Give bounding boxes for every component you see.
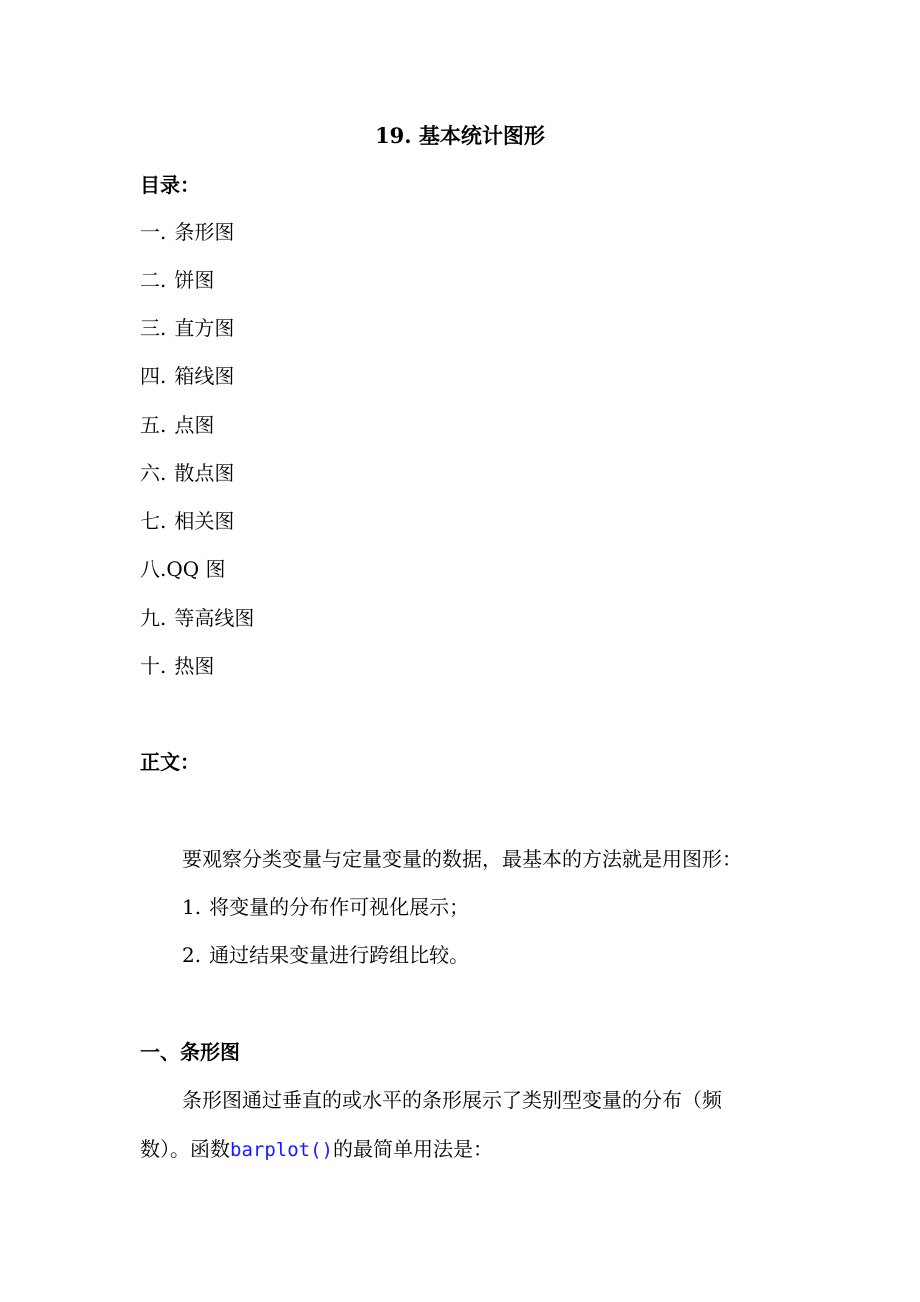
- toc-item: [140, 265, 214, 295]
- toc-item: [140, 361, 234, 391]
- toc-number: 六.: [140, 461, 167, 485]
- toc-item: [140, 458, 234, 488]
- paragraph-text: 数）。函数: [140, 1137, 230, 1161]
- toc-label: 直方图: [174, 316, 235, 340]
- section-paragraph-line2: [140, 1134, 780, 1165]
- toc-number: 九.: [140, 606, 167, 630]
- list-number: 1.: [182, 895, 202, 919]
- list-item: [182, 940, 469, 970]
- list-text: 将变量的分布作可视化展示；: [209, 895, 470, 919]
- body-heading: 正文：: [140, 750, 200, 774]
- toc-label: 条形图: [174, 220, 235, 244]
- section-paragraph-line1: 条形图通过垂直的或水平的条形展示了类别型变量的分布（频: [182, 1088, 722, 1112]
- toc-number: 五.: [140, 413, 167, 437]
- list-text: 通过结果变量进行跨组比较。: [209, 943, 470, 967]
- toc-number: 二.: [140, 268, 167, 292]
- toc-item: [140, 506, 234, 536]
- toc-label: 散点图: [174, 461, 235, 485]
- toc-label: 热图: [174, 654, 215, 678]
- toc-item: [140, 603, 254, 633]
- code-function-name: barplot(): [230, 1139, 333, 1161]
- toc-item: [140, 410, 214, 440]
- toc-number: 一.: [140, 220, 167, 244]
- section-heading: 一、条形图: [140, 1040, 240, 1064]
- toc-number: 八.: [140, 557, 167, 581]
- page-title: 19. 基本统计图形: [375, 123, 545, 148]
- toc-label: 饼图: [174, 268, 215, 292]
- toc-number: 七.: [140, 509, 167, 533]
- toc-item: [140, 313, 234, 343]
- toc-label: 点图: [174, 413, 215, 437]
- toc-label: QQ 图: [166, 557, 226, 581]
- toc-item: [140, 651, 214, 681]
- toc-number: 十.: [140, 654, 167, 678]
- toc-number: 四.: [140, 364, 167, 388]
- toc-label: 相关图: [174, 509, 235, 533]
- paragraph-text: 的最简单用法是：: [332, 1137, 493, 1161]
- toc-item: [140, 554, 226, 584]
- intro-paragraph: 要观察分类变量与定量变量的数据，最基本的方法就是用图形：: [182, 847, 742, 871]
- toc-item: [140, 217, 234, 247]
- list-item: [182, 892, 469, 922]
- list-number: 2.: [182, 943, 202, 967]
- toc-number: 三.: [140, 316, 167, 340]
- toc-heading: 目录：: [140, 173, 200, 197]
- toc-label: 箱线图: [174, 364, 235, 388]
- toc-label: 等高线图: [174, 606, 255, 630]
